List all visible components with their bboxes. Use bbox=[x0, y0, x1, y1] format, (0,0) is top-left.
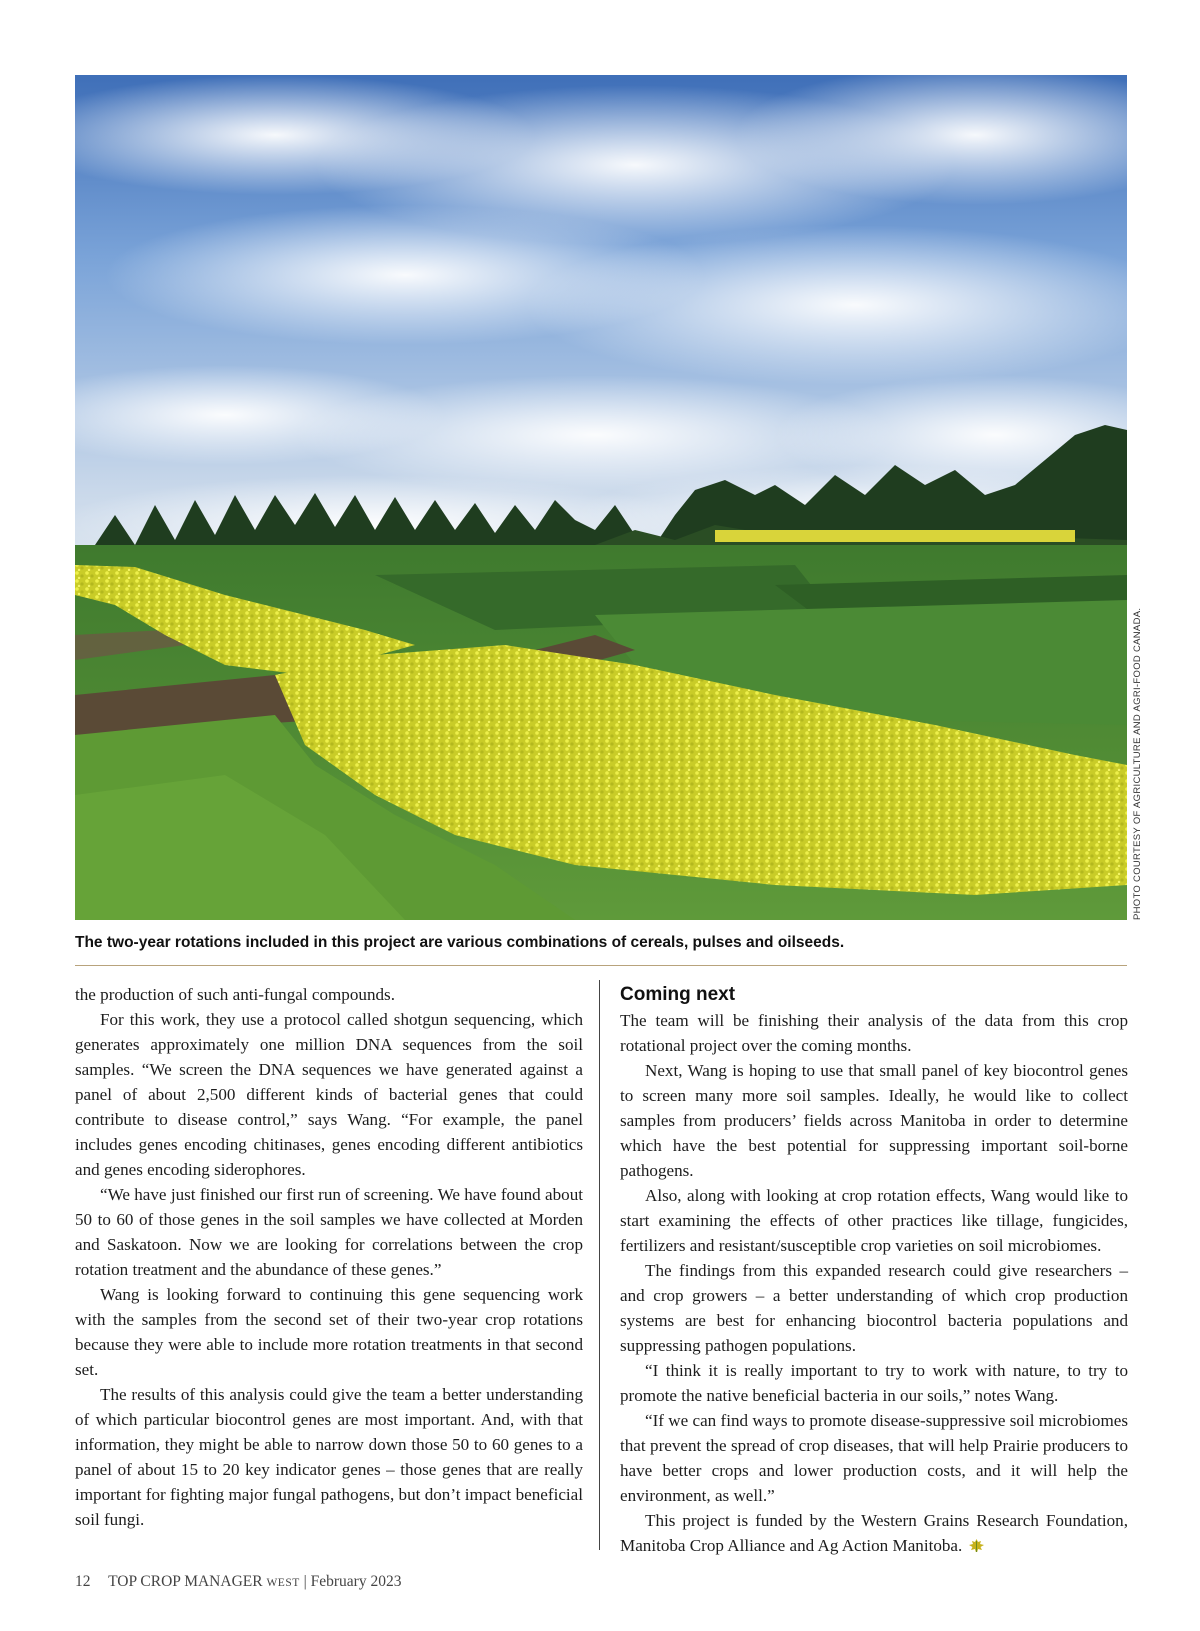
final-paragraph bbox=[620, 1508, 1128, 1558]
body-paragraph: Also, along with looking at crop rotation effects, Wang would like to start examining the effects of other practices like tillage, fungicides, fertilizers and resistant/susceptible crop varieties on soil microbiomes. bbox=[620, 1186, 1128, 1255]
issue-date: February 2023 bbox=[310, 1573, 402, 1590]
magazine-edition: WEST bbox=[266, 1577, 300, 1589]
photo-caption: The two-year rotations included in this project are various combinations of cereals, pulses and oilseeds. bbox=[75, 934, 845, 951]
footer-separator: | bbox=[303, 1573, 307, 1590]
column-divider bbox=[599, 980, 600, 1550]
body-paragraph: The findings from this expanded research could give researchers – and crop growers – a better understanding of which crop production systems are best for enhancing biocontrol bacteria populations and suppressing pathogen populations. bbox=[620, 1261, 1128, 1355]
page-number: 12 bbox=[75, 1573, 91, 1590]
body-paragraph: the production of such anti-fungal compounds. bbox=[75, 985, 395, 1004]
body-paragraph: For this work, they use a protocol called shotgun sequencing, which generates approximately one million DNA sequences from the soil samples. “We screen the DNA sequences we have generated against a panel of about 2,500 different kinds of bacterial genes that could contribute to disease control,” says Wang. “For example, the panel includes genes encoding chitinases, genes encoding different antibiotics and genes encoding siderophores. bbox=[75, 1010, 583, 1179]
leaf-end-icon bbox=[968, 1538, 985, 1553]
body-paragraph: The results of this analysis could give the team a better understanding of which particular biocontrol genes are most important. And, with that information, they might be able to narrow down those 50 to 60 genes to a panel of about 15 to 20 key indicator genes – those genes that are really important for fighting major fungal pathogens, but don’t impact beneficial soil fungi. bbox=[75, 1385, 583, 1529]
body-paragraph: Wang is looking forward to continuing this gene sequencing work with the samples from the second set of their two-year crop rotations because they were able to include more rotation treatments in that second set. bbox=[75, 1285, 583, 1379]
body-paragraph: “We have just finished our first run of screening. We have found about 50 to 60 of those genes in the soil samples we have collected at Morden and Saskatoon. Now we are looking for correlations between the crop rotation treatment and the abundance of these genes.” bbox=[75, 1185, 583, 1279]
field-photo-illustration bbox=[75, 75, 1127, 920]
photo-credit: PHOTO COURTESY OF AGRICULTURE AND AGRI-FOOD CANADA. bbox=[1132, 607, 1143, 920]
body-paragraph: The team will be finishing their analysis of the data from this crop rotational project over the coming months. bbox=[620, 1011, 1128, 1055]
left-column bbox=[75, 982, 583, 1532]
body-paragraph: “I think it is really important to try to work with nature, to try to promote the native beneficial bacteria in our soils,” notes Wang. bbox=[620, 1361, 1128, 1405]
right-column bbox=[620, 982, 1128, 1558]
field-trial-photo bbox=[75, 75, 1127, 920]
section-subhead: Coming next bbox=[620, 984, 736, 1005]
body-paragraph: “If we can find ways to promote disease-suppressive soil microbiomes that prevent the spread of crop diseases, that will help Prairie producers to have better crops and lower production costs, and it will help the environment, as well.” bbox=[620, 1411, 1128, 1505]
body-paragraph: Next, Wang is hoping to use that small panel of key biocontrol genes to screen many more soil samples. Ideally, he would like to collect samples from producers’ fields across Manitoba in order to determine which have the best potential for suppressing important soil-borne pathogens. bbox=[620, 1061, 1128, 1180]
page-footer bbox=[75, 1573, 401, 1591]
caption-divider bbox=[75, 965, 1127, 966]
final-paragraph-text: This project is funded by the Western Grains Research Foundation, Manitoba Crop Alliance and Ag Action Manitoba. bbox=[620, 1511, 1128, 1555]
magazine-name: TOP CROP MANAGER bbox=[108, 1573, 263, 1590]
